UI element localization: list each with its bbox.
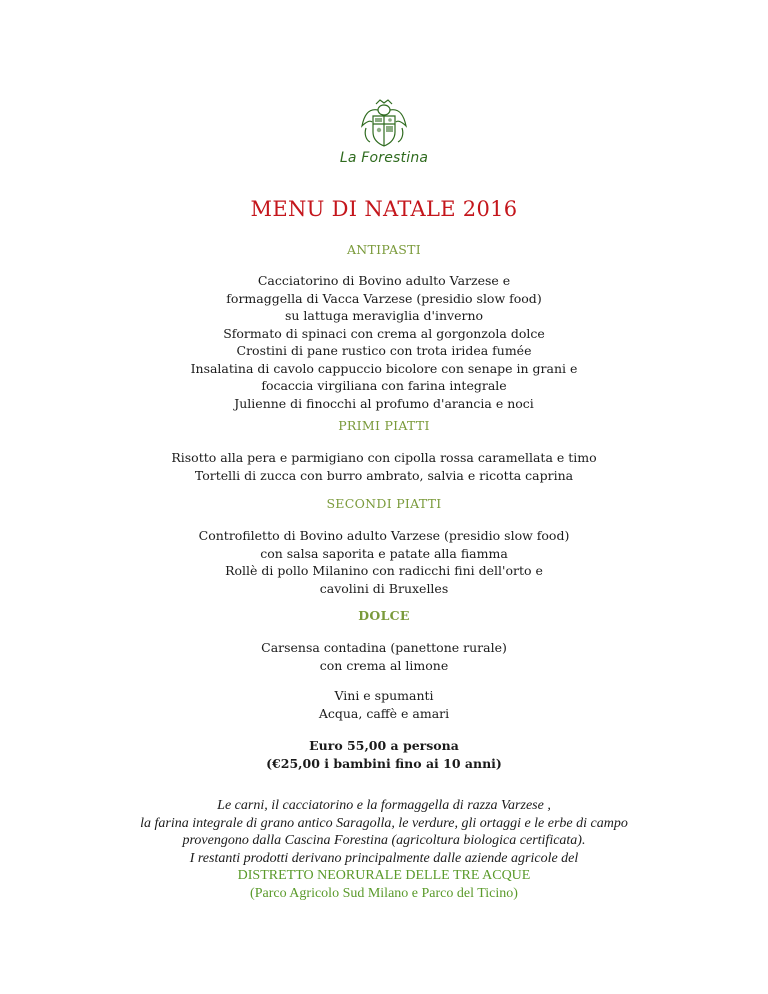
dolce-list	[0, 639, 768, 674]
price-adult: Euro 55,00 a persona	[309, 738, 459, 753]
price-children: (€25,00 i bambini fino ai 10 anni)	[266, 756, 502, 771]
menu-item: Insalatina di cavolo cappuccio bicolore con senape in grani e	[190, 360, 578, 376]
secondi-list	[0, 527, 768, 597]
menu-item: con salsa saporita e patate alla fiamma	[260, 545, 508, 561]
footer-note	[0, 797, 768, 867]
menu-item: Rollè di pollo Milanino con radicchi fini dell'orto e	[225, 563, 543, 578]
menu-item: Carsensa contadina (panettone rurale)	[261, 640, 507, 655]
menu-item: Tortelli di zucca con burro ambrato, salvia e ricotta caprina	[194, 467, 574, 483]
menu-item: Risotto alla pera e parmigiano con cipolla rossa caramellata e timo	[171, 450, 597, 465]
logo	[330, 98, 438, 178]
footer-line: I restanti prodotti derivano principalmente dalle aziende agricole del	[189, 850, 579, 866]
menu-item: Acqua, caffè e amari	[318, 705, 450, 721]
district-block	[0, 867, 768, 902]
menu-item: focaccia virgiliana con farina integrale	[261, 378, 507, 393]
menu-item: cavolini di Bruxelles	[319, 580, 449, 596]
menu-item: Sformato di spinaci con crema al gorgonzola dolce	[223, 325, 545, 341]
footer-line: Le carni, il cacciatorino e la formaggella di razza Varzese ,	[217, 798, 551, 813]
park-names: (Parco Agricolo Sud Milano e Parco del Ticino)	[250, 885, 518, 901]
antipasti-list	[0, 272, 768, 412]
footer-line: provengono dalla Cascina Forestina (agricoltura biologica certificata).	[182, 833, 586, 848]
section-heading-primi: PRIMI PIATTI	[338, 418, 430, 433]
menu-item: Vini e spumanti	[334, 688, 434, 703]
logo-text: La Forestina	[339, 150, 429, 166]
page-title: MENU DI NATALE 2016	[250, 197, 518, 221]
footer-line: la farina integrale di grano antico Saragolla, le verdure, gli ortaggi e le erbe di campo	[140, 815, 628, 831]
district-name: DISTRETTO NEORURALE DELLE TRE ACQUE	[237, 868, 531, 883]
section-heading-dolce: DOLCE	[358, 608, 410, 623]
primi-list	[0, 449, 768, 484]
menu-item: formaggella di Vacca Varzese (presidio slow food)	[226, 290, 542, 306]
section-heading-antipasti: ANTIPASTI	[346, 242, 422, 257]
section-heading-secondi: SECONDI PIATTI	[326, 496, 442, 511]
coat-of-arms-icon	[354, 98, 414, 150]
menu-item: Cacciatorino di Bovino adulto Varzese e	[257, 273, 511, 288]
menu-item: con crema al limone	[319, 657, 449, 673]
menu-item: Crostini di pane rustico con trota iridea fumée	[236, 343, 532, 358]
price-block	[0, 737, 768, 773]
menu-item: su lattuga meraviglia d'inverno	[284, 308, 484, 323]
drinks-list	[0, 687, 768, 722]
menu-item: Controfiletto di Bovino adulto Varzese (presidio slow food)	[198, 528, 570, 543]
menu-item: Julienne di finocchi al profumo d'arancia e noci	[234, 395, 534, 411]
